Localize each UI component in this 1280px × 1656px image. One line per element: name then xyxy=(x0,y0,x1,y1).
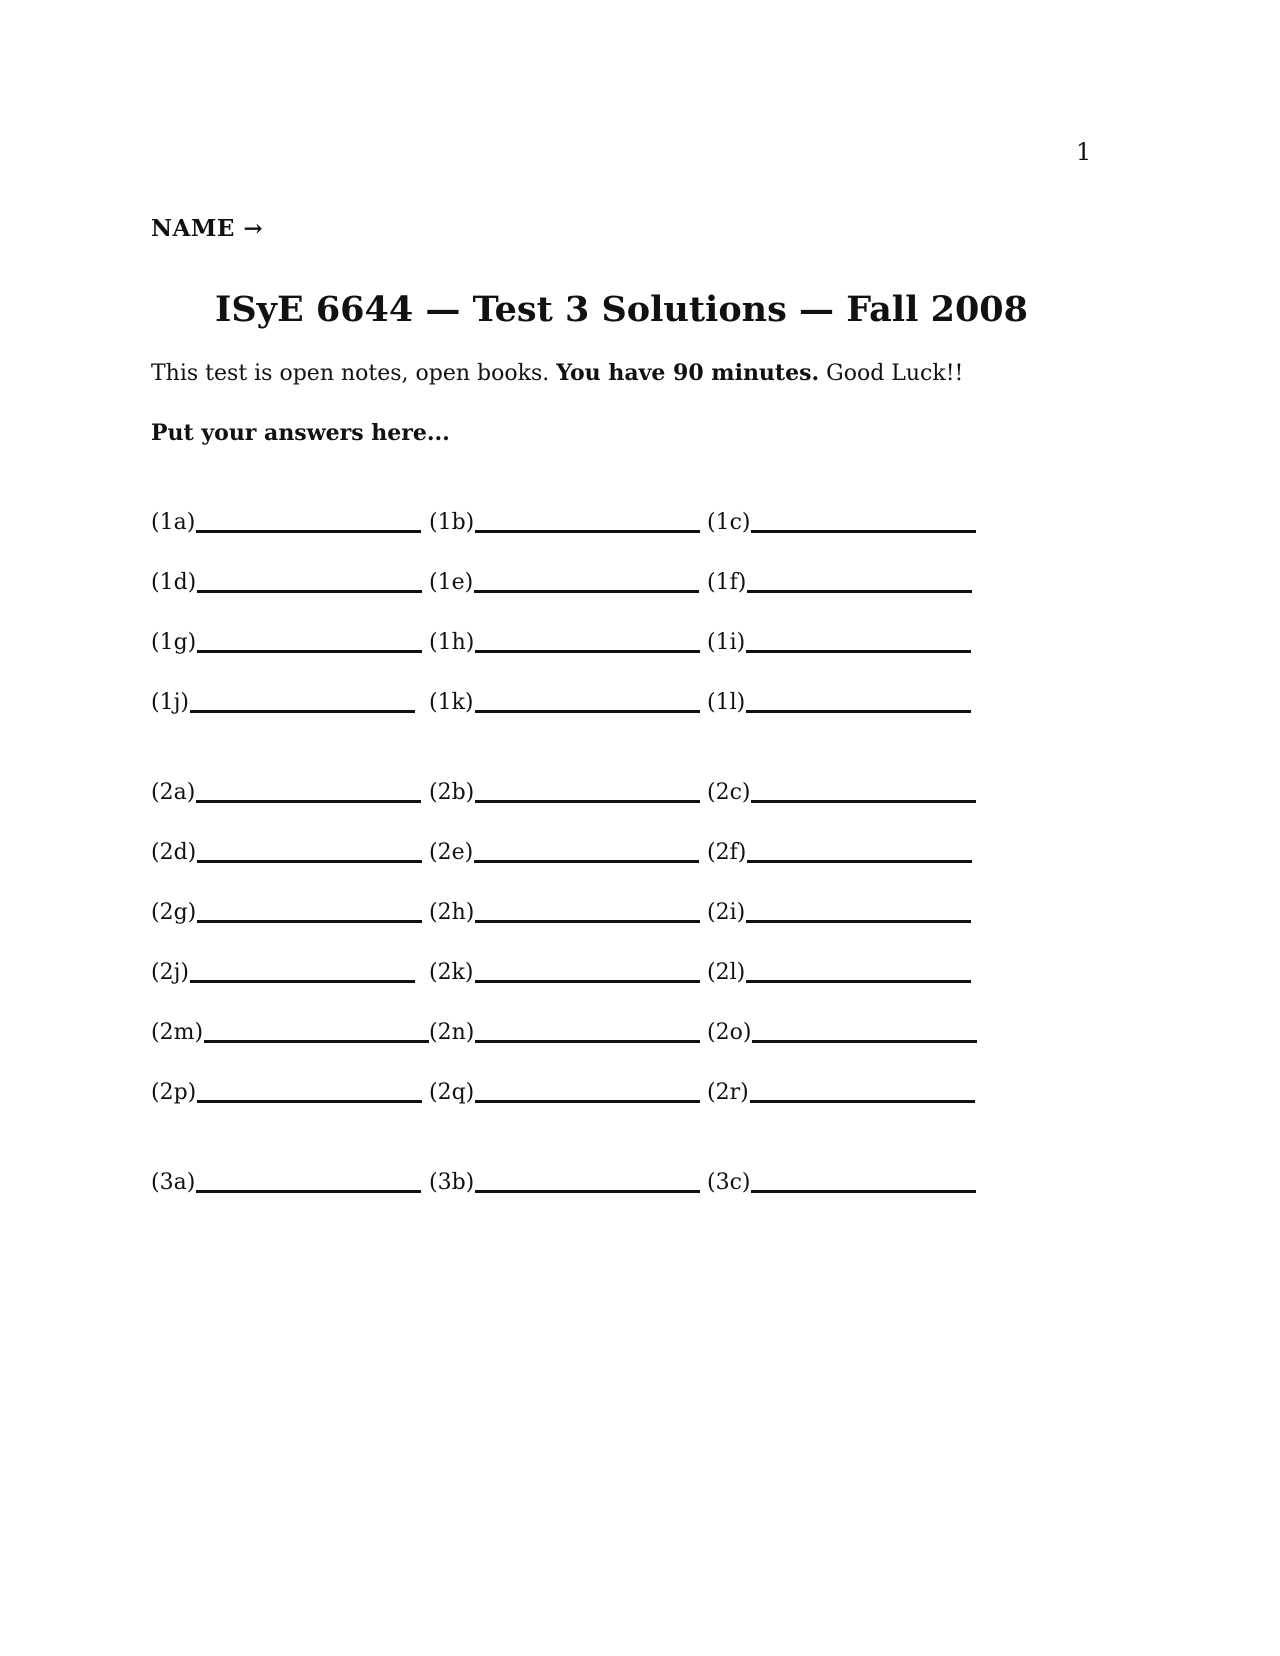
answer-blank[interactable] xyxy=(190,710,415,713)
answer-cell xyxy=(151,508,429,538)
answer-blank[interactable] xyxy=(475,800,700,803)
answer-blank[interactable] xyxy=(746,650,971,653)
answer-blank[interactable] xyxy=(197,1100,422,1103)
answer-cell xyxy=(151,688,429,718)
answer-blank[interactable] xyxy=(475,710,700,713)
answer-label: (3c) xyxy=(707,1170,751,1195)
answer-blank[interactable] xyxy=(196,800,421,803)
name-label: NAME → xyxy=(151,215,264,242)
answer-blank[interactable] xyxy=(751,1190,976,1193)
answer-cell xyxy=(429,898,707,928)
answer-cell xyxy=(707,688,985,718)
answer-label: (1l) xyxy=(707,690,746,715)
answer-cell xyxy=(429,1078,707,1108)
answer-row xyxy=(151,748,1001,808)
answer-blank[interactable] xyxy=(197,920,422,923)
answer-blank[interactable] xyxy=(475,1190,700,1193)
answer-label: (2c) xyxy=(707,780,751,805)
answer-blank[interactable] xyxy=(747,860,972,863)
answer-label: (2q) xyxy=(429,1080,475,1105)
answer-cell xyxy=(151,838,429,868)
answer-cell xyxy=(429,688,707,718)
answer-label: (2i) xyxy=(707,900,746,925)
instructions-text: This test is open notes, open books. xyxy=(151,361,557,386)
answer-cell xyxy=(707,568,985,598)
answer-row xyxy=(151,808,1001,868)
answer-cell xyxy=(151,1078,429,1108)
answer-cell xyxy=(707,508,985,538)
answer-blank[interactable] xyxy=(750,1100,975,1103)
answer-label: (2h) xyxy=(429,900,475,925)
answer-blank[interactable] xyxy=(475,1100,700,1103)
answer-label: (2e) xyxy=(429,840,474,865)
answer-blank[interactable] xyxy=(190,980,415,983)
answer-blank[interactable] xyxy=(475,650,700,653)
answer-cell xyxy=(707,628,985,658)
answer-label: (2k) xyxy=(429,960,474,985)
answer-row xyxy=(151,868,1001,928)
answer-blank[interactable] xyxy=(475,530,700,533)
answer-label: (1j) xyxy=(151,690,189,715)
answer-label: (2j) xyxy=(151,960,189,985)
answer-label: (2r) xyxy=(707,1080,749,1105)
answer-cell xyxy=(151,778,429,808)
answer-blank[interactable] xyxy=(752,1040,977,1043)
answer-blank[interactable] xyxy=(475,980,700,983)
page-title: ISyE 6644 — Test 3 Solutions — Fall 2008 xyxy=(214,289,1028,330)
answer-blank[interactable] xyxy=(474,860,699,863)
answer-label: (2p) xyxy=(151,1080,197,1105)
answer-label: (1e) xyxy=(429,570,474,595)
answer-row xyxy=(151,478,1001,538)
answer-cell xyxy=(151,898,429,928)
answer-blank[interactable] xyxy=(197,590,422,593)
answer-label: (1i) xyxy=(707,630,746,655)
answer-label: (2a) xyxy=(151,780,196,805)
answer-cell xyxy=(429,958,707,988)
answer-label: (2f) xyxy=(707,840,747,865)
answer-label: (1d) xyxy=(151,570,197,595)
answer-cell xyxy=(429,1018,707,1048)
answer-cell xyxy=(707,1078,985,1108)
answer-cell xyxy=(429,568,707,598)
answer-label: (1a) xyxy=(151,510,196,535)
answer-blank[interactable] xyxy=(747,590,972,593)
answer-blank[interactable] xyxy=(197,860,422,863)
answer-label: (2g) xyxy=(151,900,197,925)
answer-cell xyxy=(151,958,429,988)
answer-label: (2m) xyxy=(151,1020,204,1045)
answer-blank[interactable] xyxy=(751,530,976,533)
instructions-closing: Good Luck!! xyxy=(819,361,964,386)
answer-cell xyxy=(707,898,985,928)
instructions xyxy=(151,358,963,389)
instructions-time-limit: You have 90 minutes. xyxy=(556,360,820,386)
answer-label: (1h) xyxy=(429,630,475,655)
answer-cell xyxy=(707,1018,985,1048)
answer-label: (1k) xyxy=(429,690,474,715)
answer-blank[interactable] xyxy=(474,590,699,593)
answer-row xyxy=(151,658,1001,718)
answer-row xyxy=(151,988,1001,1048)
answer-blank[interactable] xyxy=(204,1040,429,1043)
answer-cell xyxy=(151,1168,429,1198)
answer-row xyxy=(151,1138,1001,1198)
answer-cell xyxy=(429,508,707,538)
answer-blank[interactable] xyxy=(197,650,422,653)
answer-label: (1f) xyxy=(707,570,747,595)
answer-grid xyxy=(151,478,1001,1198)
answer-row xyxy=(151,538,1001,598)
answers-heading: Put your answers here... xyxy=(151,420,450,446)
answer-cell xyxy=(707,838,985,868)
answer-cell xyxy=(707,958,985,988)
answer-row xyxy=(151,928,1001,988)
answer-blank[interactable] xyxy=(475,1040,700,1043)
answer-label: (2n) xyxy=(429,1020,475,1045)
answer-label: (2l) xyxy=(707,960,746,985)
answer-cell xyxy=(707,1168,985,1198)
answer-cell xyxy=(429,628,707,658)
answer-cell xyxy=(429,778,707,808)
answer-label: (1g) xyxy=(151,630,197,655)
answer-cell xyxy=(151,568,429,598)
answer-label: (1c) xyxy=(707,510,751,535)
answer-label: (2d) xyxy=(151,840,197,865)
answer-label: (2o) xyxy=(707,1020,752,1045)
answer-cell xyxy=(151,628,429,658)
answer-cell xyxy=(429,838,707,868)
answer-label: (2b) xyxy=(429,780,475,805)
answer-blank[interactable] xyxy=(475,920,700,923)
answer-blank[interactable] xyxy=(746,710,971,713)
answer-blank[interactable] xyxy=(196,1190,421,1193)
answer-cell xyxy=(429,1168,707,1198)
answer-blank[interactable] xyxy=(196,530,421,533)
answer-blank[interactable] xyxy=(746,920,971,923)
answer-label: (3a) xyxy=(151,1170,196,1195)
answer-label: (3b) xyxy=(429,1170,475,1195)
answer-cell xyxy=(151,1018,429,1048)
answer-blank[interactable] xyxy=(746,980,971,983)
answer-label: (1b) xyxy=(429,510,475,535)
page-number: 1 xyxy=(1076,138,1092,166)
answer-cell xyxy=(707,778,985,808)
answer-row xyxy=(151,598,1001,658)
answer-blank[interactable] xyxy=(751,800,976,803)
answer-row xyxy=(151,1048,1001,1108)
